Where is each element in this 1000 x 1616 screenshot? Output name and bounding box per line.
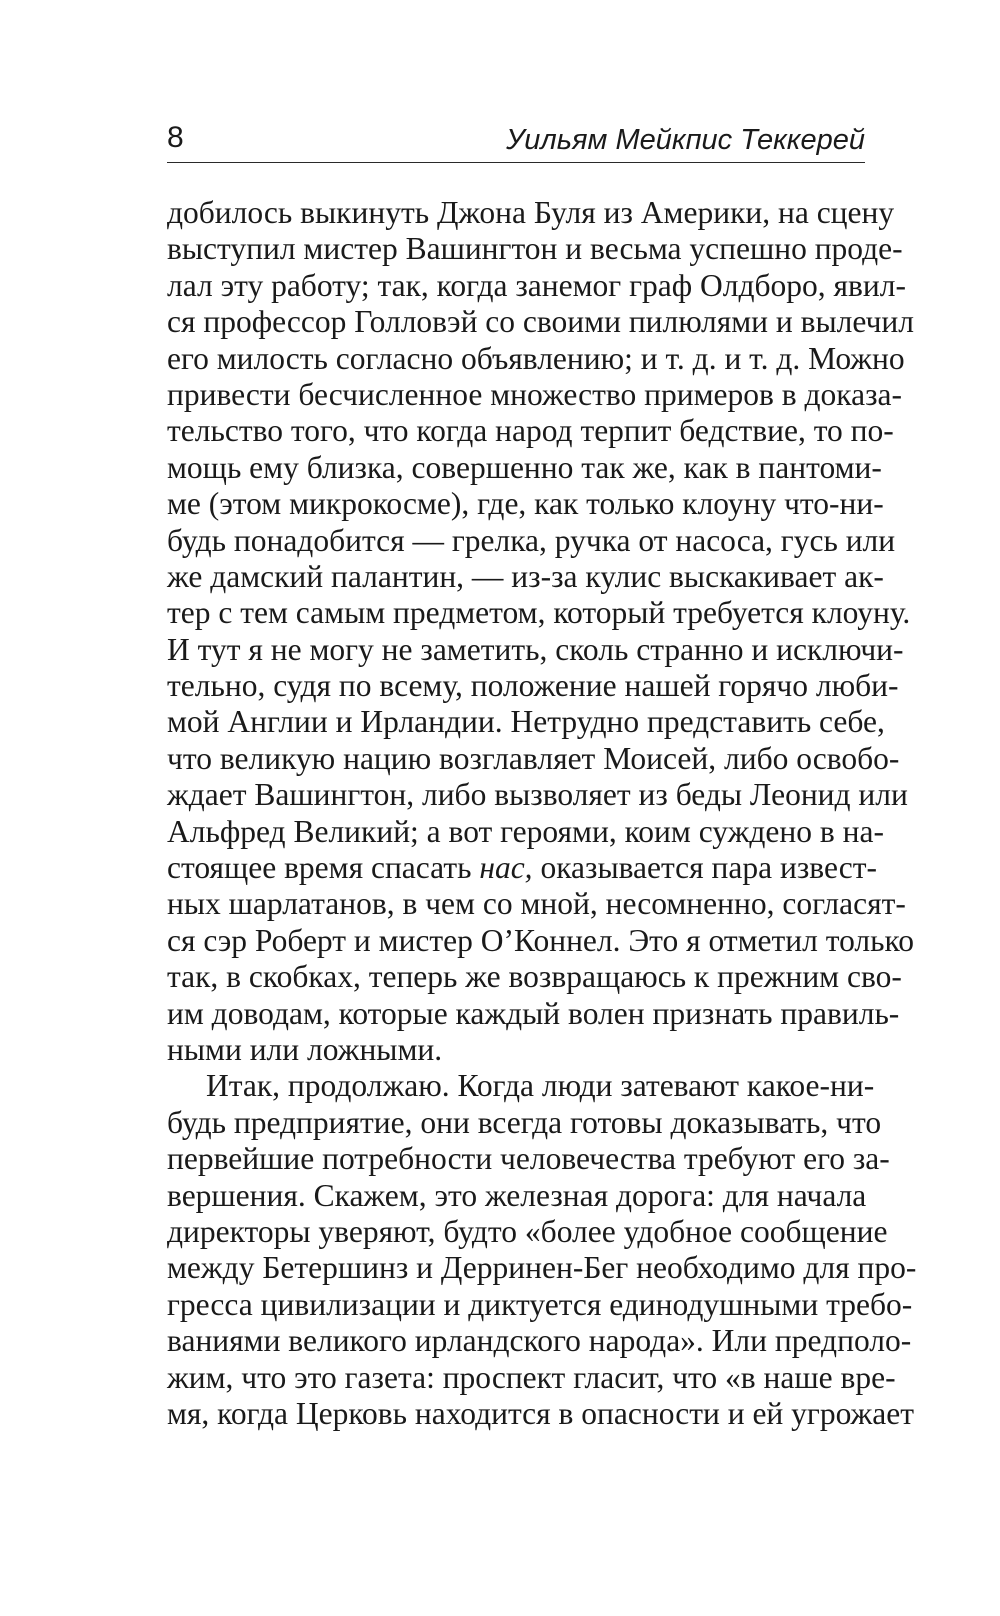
text-line: мой Англии и Ирландии. Нетрудно представить себе, (167, 704, 885, 740)
text-line: ме (этом микрокосме), где, как только клоуну что-ни- (167, 486, 884, 522)
text-line: между Бетершинз и Дерринен-Бег необходимо для про- (167, 1250, 917, 1286)
text-line-with-emphasis (167, 850, 877, 886)
text-segment: стоящее время спасать (167, 850, 480, 886)
text-line: И тут я не могу не заметить, сколь странно и исключи- (167, 631, 904, 667)
text-line: тер с тем самым предметом, который требуется клоуну. (167, 595, 911, 631)
text-line: мя, когда Церковь находится в опасности и ей угрожает (167, 1395, 915, 1431)
text-line: будь предприятие, они всегда готовы доказывать, что (167, 1104, 882, 1140)
text-line: вершения. Скажем, это железная дорога: для начала (167, 1177, 867, 1213)
paragraph-last-line: ными или ложными. (167, 1031, 443, 1067)
text-line: ваниями великого ирландского народа». Или предполо- (167, 1323, 912, 1359)
text-line: будь понадобится — грелка, ручка от насоса, гусь или (167, 522, 896, 558)
text-segment: оказывается пара извест- (532, 850, 877, 886)
text-line: жим, что это газета: проспект гласит, что «в наше вре- (167, 1359, 896, 1395)
text-line: гресса цивилизации и диктуется единодушными требо- (167, 1286, 913, 1322)
page-number: 8 (167, 121, 184, 154)
text-line: добилось выкинуть Джона Буля из Америки, на сцену (167, 195, 895, 230)
text-line: Альфред Великий; а вот героями, коим суждено в на- (167, 813, 884, 849)
text-line: что великую нацию возглавляет Моисей, либо освобо- (167, 740, 900, 776)
text-line: привести бесчисленное множество примеров в доказа- (167, 376, 902, 412)
text-line: ждает Вашингтон, либо вызволяет из беды Леонид или (167, 777, 908, 813)
text-line: его милость согласно объявлению; и т. д. и т. д. Можно (167, 340, 905, 376)
text-line: лал эту работу; так, когда занемог граф Олдборо, явил- (167, 267, 906, 303)
text-line: ся сэр Роберт и мистер О’Коннел. Это я отметил только (167, 922, 914, 958)
text-line: ся профессор Голловэй со своими пилюлями и вылечил (167, 304, 914, 340)
emphasized-word: нас, (479, 850, 533, 886)
paragraph-first-line: Итак, продолжаю. Когда люди затевают какое-ни- (206, 1068, 875, 1104)
text-line: директоры уверяют, будто «более удобное сообщение (167, 1213, 888, 1249)
running-head (167, 118, 865, 163)
text-line: им доводам, которые каждый волен признать правиль- (167, 995, 900, 1031)
text-line: первейшие потребности человечества требуют его за- (167, 1141, 890, 1177)
body-text (167, 195, 917, 1432)
running-title: Уильям Мейкпис Теккерей (506, 124, 865, 156)
text-line: выступил мистер Вашингтон и весьма успешно проде- (167, 231, 903, 267)
text-line: так, в скобках, теперь же возвращаюсь к прежним сво- (167, 959, 902, 995)
text-line: тельство того, что когда народ терпит бедствие, то по- (167, 413, 894, 449)
text-line: мощь ему близка, совершенно так же, как в пантоми- (167, 449, 882, 485)
text-line: ных шарлатанов, в чем со мной, несомненно, согласят- (167, 886, 906, 922)
text-line: же дамский палантин, — из-за кулис выскакивает ак- (167, 558, 884, 594)
text-line: тельно, судя по всему, положение нашей горячо люби- (167, 668, 899, 704)
